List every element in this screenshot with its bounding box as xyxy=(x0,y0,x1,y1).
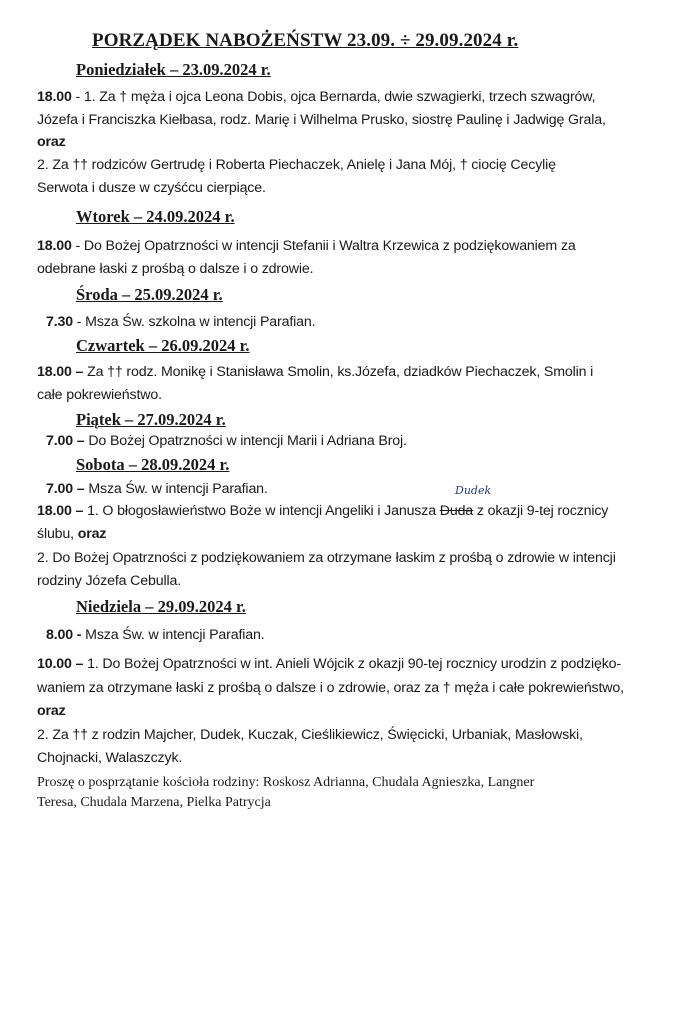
mass-time: 10.00 – xyxy=(37,656,84,672)
intention-text: rodziny Józefa Cebulla. xyxy=(37,573,182,589)
page-title: PORZĄDEK NABOŻEŃSTW 23.09. ÷ 29.09.2024 r. xyxy=(92,30,519,51)
intention-text: Msza Św. w intencji Parafian. xyxy=(81,627,265,643)
mass-entry-line xyxy=(37,238,576,254)
mass-time: 18.00 xyxy=(37,89,72,105)
cleaning-notice: Proszę o posprzątanie kościoła rodziny: Roskosz Adrianna, Chudala Agnieszka, Langner xyxy=(37,775,535,790)
intention-text: Do Bożej Opatrzności w intencji Marii i Adriana Broj. xyxy=(84,433,407,449)
intention-text: waniem za otrzymane łaski z prośbą o dalsze i o zdrowie, oraz za † męża i całe pokrewieństwo, xyxy=(37,680,624,696)
day-heading-saturday: Sobota – 28.09.2024 r. xyxy=(76,455,230,474)
handwritten-correction: Dudek xyxy=(455,484,492,497)
mass-time: 18.00 – xyxy=(37,503,84,519)
day-heading-thursday: Czwartek – 26.09.2024 r. xyxy=(76,336,250,355)
day-heading-tuesday: Wtorek – 24.09.2024 r. xyxy=(76,207,235,226)
intention-text: Serwota i dusze w czyśćcu cierpiące. xyxy=(37,180,266,196)
mass-entry-line xyxy=(46,433,407,449)
intention-text: Za †† rodz. Monikę i Stanisława Smolin, ks.Józefa, dziadków Piechaczek, Smolin i xyxy=(83,364,594,380)
intention-text: Chojnacki, Walaszczyk. xyxy=(37,750,183,766)
mass-entry-line xyxy=(46,314,315,330)
intention-text: 2. Za †† rodziców Gertrudę i Roberta Piechaczek, Anielę i Jana Mój, † ciocię Cecylię xyxy=(37,157,556,173)
oraz-label: oraz xyxy=(37,703,66,719)
intention-text: Józefa i Franciszka Kiełbasa, rodz. Marię i Wilhelma Prusko, siostrę Paulinę i Jadwigę Grala, xyxy=(37,112,606,128)
intention-text: całe pokrewieństwo. xyxy=(37,387,162,403)
mass-entry-line xyxy=(37,89,595,105)
mass-entry-line xyxy=(46,627,265,643)
mass-entry-line xyxy=(37,656,621,672)
cleaning-notice: Teresa, Chudala Marzena, Pielka Patrycja xyxy=(37,795,271,810)
intention-text: 2. Do Bożej Opatrzności z podziękowaniem za otrzymane łaskim z prośbą o zdrowie w intencji xyxy=(37,550,616,566)
mass-entry-line xyxy=(37,364,593,380)
day-heading-sunday: Niedziela – 29.09.2024 r. xyxy=(76,597,246,616)
intention-text: 1. O błogosławieństwo Boże w intencji Angeliki i Janusza xyxy=(83,503,440,519)
mass-time: 8.00 - xyxy=(46,627,82,643)
mass-time: 18.00 – xyxy=(37,364,84,380)
intention-text: z okazji 9-tej rocznicy xyxy=(473,503,609,519)
day-heading-wednesday: Środa – 25.09.2024 r. xyxy=(76,285,223,304)
oraz-label: oraz xyxy=(77,526,107,542)
mass-time: 7.30 xyxy=(46,314,74,330)
intention-text: - Do Bożej Opatrzności w intencji Stefanii i Waltra Krzewica z podziękowaniem za xyxy=(71,238,576,254)
mass-entry-line xyxy=(37,503,608,519)
intention-text: odebrane łaski z prośbą o dalsze i o zdrowie. xyxy=(37,261,314,277)
mass-time: 7.00 – xyxy=(46,481,85,497)
intention-text: - 1. Za † męża i ojca Leona Dobis, ojca Bernarda, dwie szwagierki, trzech szwagrów, xyxy=(71,89,596,105)
intention-text: 2. Za †† z rodzin Majcher, Dudek, Kuczak, Cieślikiewicz, Święcicki, Urbaniak, Masłowski, xyxy=(37,727,583,743)
intention-text: Msza Św. w intencji Parafian. xyxy=(84,481,268,497)
intention-text: ślubu, xyxy=(37,526,78,542)
intention-text: 1. Do Bożej Opatrzności w int. Anieli Wójcik z okazji 90-tej rocznicy urodzin z podzięko- xyxy=(83,656,621,672)
intention-text: - Msza Św. szkolna w intencji Parafian. xyxy=(73,314,316,330)
oraz-label: oraz xyxy=(37,134,66,150)
day-heading-monday: Poniedziałek – 23.09.2024 r. xyxy=(76,60,271,79)
intention-text xyxy=(37,526,106,542)
struck-name: Duda xyxy=(439,503,474,519)
mass-time: 18.00 xyxy=(37,238,72,254)
mass-entry-line xyxy=(46,481,268,497)
day-heading-friday: Piątek – 27.09.2024 r. xyxy=(76,410,226,429)
mass-time: 7.00 – xyxy=(46,433,85,449)
